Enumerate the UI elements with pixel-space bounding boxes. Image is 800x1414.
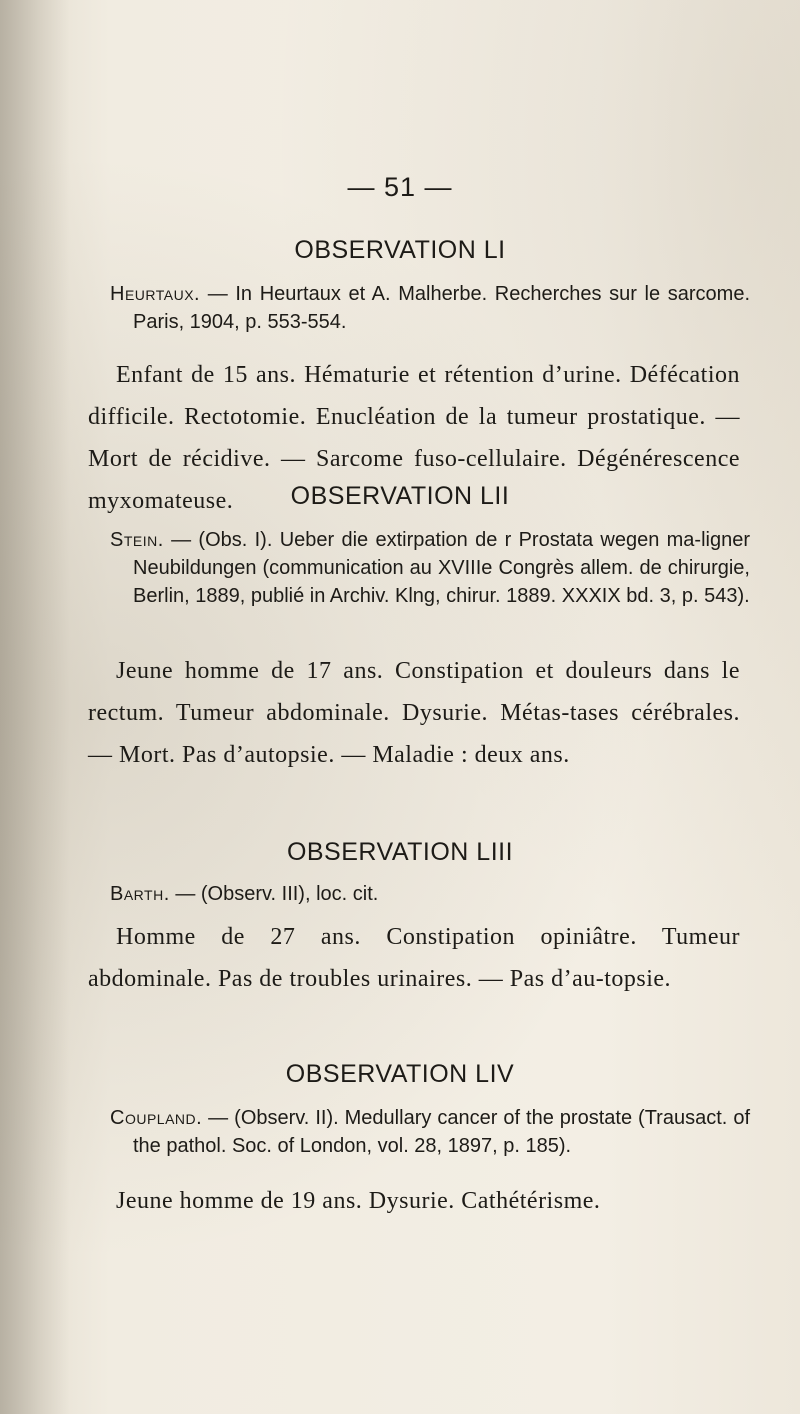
observation-summary-li: Enfant de 15 ans. Hématurie et rétention d’urine. Défécation difficile. Rectotomie. Enucléation de la tumeur prostatique. — Mort de récidive. — Sarcome fuso-cellulaire. Dégénérescence myxomateuse. <box>88 362 740 514</box>
page-number: — 51 — <box>347 172 453 202</box>
reference-author: Stein. <box>110 529 164 551</box>
reference-text: — (Observ. II). Medullary cancer of the prostate (Trausact. of the pathol. Soc. of London, vol. 28, 1897, p. 185). <box>133 1107 750 1157</box>
reference-author: Heurtaux. <box>110 283 201 305</box>
reference-text: — In Heurtaux et A. Malherbe. Recherches sur le sarcome. Paris, 1904, p. 553-554. <box>133 283 750 333</box>
observation-title-li: OBSERVATION LI <box>294 236 506 264</box>
reference-text: — (Observ. III), loc. cit. <box>169 883 379 905</box>
observation-summary-liv: Jeune homme de 19 ans. Dysurie. Cathétérisme. <box>116 1188 601 1214</box>
observation-title-liii: OBSERVATION LIII <box>286 838 514 866</box>
observation-summary-liii: Homme de 27 ans. Constipation opiniâtre. Tumeur abdominale. Pas de troubles urinaires. — Pas d’au-topsie. <box>88 924 740 992</box>
observation-title-liv: OBSERVATION LIV <box>285 1060 515 1088</box>
page-edge-shadow <box>0 0 70 1414</box>
reference-text: — (Obs. I). Ueber die extirpation de r Prostata wegen ma-ligner Neubildungen (communication au XVIIIe Congrès allem. de chirurgie, Berlin, 1889, publié in Archiv. Klng, chirur. 1889. XXXIX bd. 3, p. 543). <box>133 529 750 607</box>
observation-summary-lii: Jeune homme de 17 ans. Constipation et douleurs dans le rectum. Tumeur abdominale. Dysurie. Métas-tases cérébrales. — Mort. Pas d’autopsie. — Maladie : deux ans. <box>88 658 740 768</box>
observation-reference-liv <box>110 1104 750 1160</box>
reference-author: Coupland. <box>110 1107 203 1129</box>
observation-reference-liii <box>110 880 750 908</box>
reference-author: Barth. <box>110 883 170 905</box>
observation-title-lii: OBSERVATION LII <box>290 482 510 510</box>
observation-reference-li <box>110 280 750 336</box>
observation-reference-lii <box>110 526 750 610</box>
